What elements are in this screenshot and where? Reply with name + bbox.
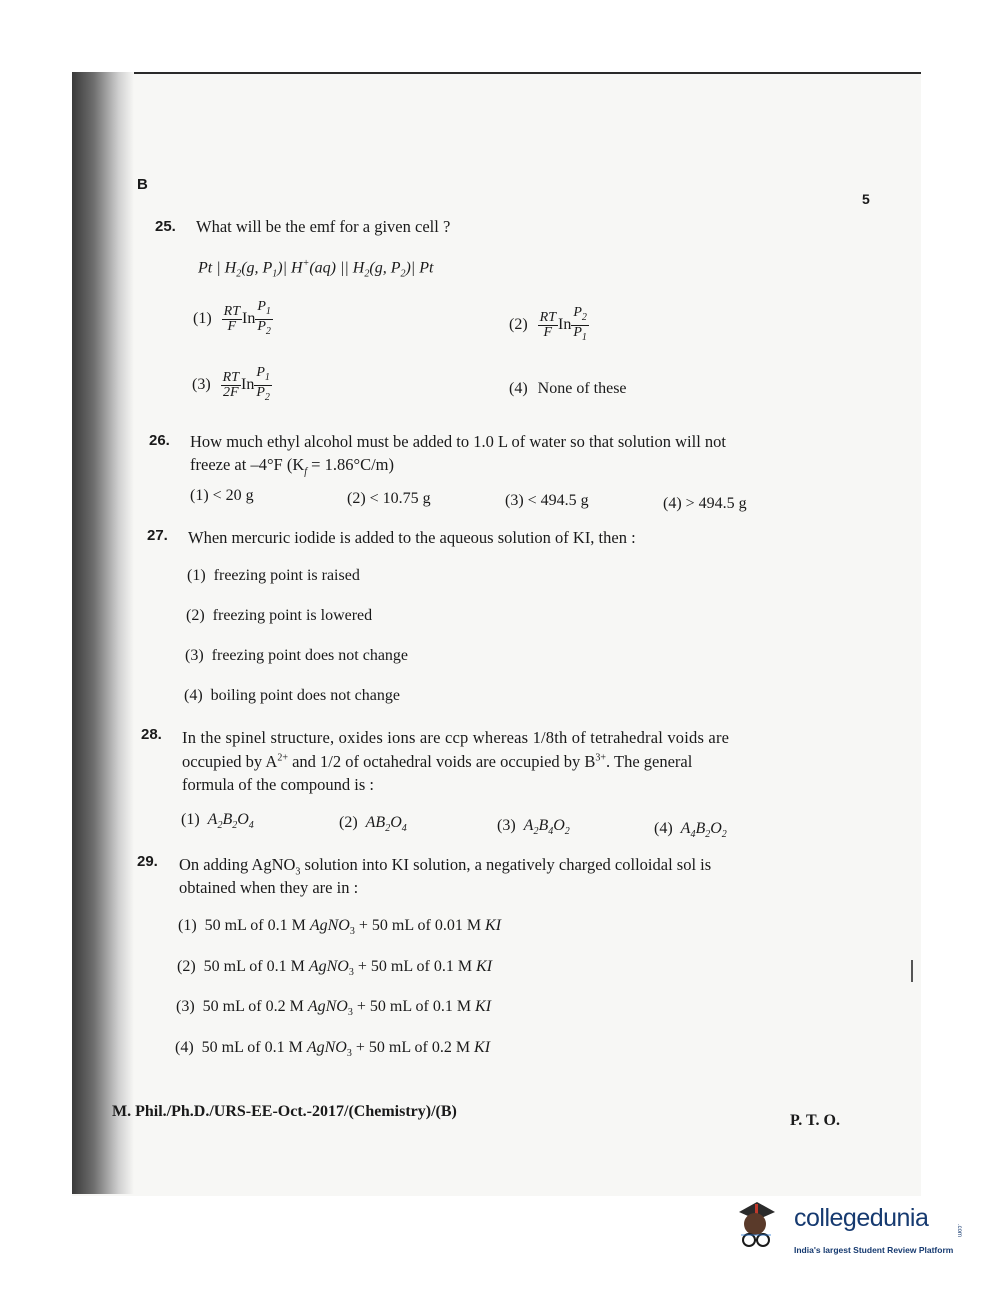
question-line-2: [182, 752, 692, 772]
scan-shadow: [72, 72, 134, 1194]
option-text: 50 mL of 0.2 M: [202, 998, 308, 1015]
question-line-2: [190, 455, 394, 477]
option-1: [190, 487, 254, 505]
option-text: + 50 mL of 0.1 M: [353, 958, 477, 975]
option-formula: KI: [475, 998, 492, 1015]
ln-text: In: [242, 309, 256, 327]
option-4: [184, 687, 400, 705]
question-number: 28.: [141, 726, 162, 743]
option-4: [663, 495, 747, 513]
line-text: and 1/2 of octahedral voids are occupied by B: [287, 752, 596, 771]
formula-part: O: [553, 817, 565, 834]
question-number: 26.: [149, 432, 170, 449]
ln-text: In: [241, 375, 255, 393]
option-1: [181, 811, 254, 831]
option-label: (4): [654, 820, 673, 837]
option-sub: 3: [349, 926, 355, 938]
option-text: 50 mL of 0.1 M: [204, 917, 310, 934]
brand-tagline: India's largest Student Review Platform: [794, 1245, 954, 1255]
question-line-3: formula of the compound is :: [182, 775, 375, 794]
option-text: < 10.75 g: [369, 490, 431, 507]
question-text: What will be the emf for a given cell ?: [196, 217, 451, 236]
option-text: freezing point is raised: [213, 567, 360, 584]
option-sub: 3: [348, 967, 354, 979]
option-label: (3): [176, 998, 195, 1015]
cell-pt-left: Pt: [198, 259, 213, 277]
a-sup: 2+: [277, 752, 288, 764]
formula-sub: 4: [690, 829, 696, 841]
option-text: None of these: [537, 380, 627, 397]
line-text: occupied by A: [182, 752, 278, 771]
option-formula: KI: [485, 917, 502, 934]
k-sub: f: [304, 466, 308, 478]
option-2: [177, 958, 492, 978]
option-formula: AgNO: [307, 998, 348, 1015]
option-label: (4): [184, 687, 203, 704]
option-label: (3): [185, 647, 204, 664]
line-sub: 3: [295, 866, 301, 878]
question-text: When mercuric iodide is added to the aqueous solution of KI, then :: [188, 528, 636, 547]
page-number: 5: [862, 191, 870, 207]
formula-part: B: [222, 811, 233, 828]
option-text: + 50 mL of 0.1 M: [352, 998, 476, 1015]
option-4: [654, 820, 727, 840]
cell-p1-sub: 1: [272, 268, 278, 280]
cell-notation: Pt | $H_2(g$, $P_1)|$ H+(aq) || $H_2(g$, $P_2)|$ Pt: [198, 258, 434, 280]
question-line-1: [179, 855, 711, 877]
cell-h2b: H: [352, 259, 365, 277]
question-number: 27.: [147, 527, 168, 544]
line-text: solution into KI solution, a negatively charged colloidal sol is: [300, 855, 712, 874]
frac-num: RT: [222, 369, 239, 385]
cell-pt-right: Pt: [419, 259, 434, 277]
option-label: (2): [177, 958, 196, 975]
option-sub: 3: [346, 1048, 352, 1060]
formula-sub: 2: [564, 826, 570, 838]
frac-den: F: [543, 324, 553, 340]
cell-g2: (g, P: [369, 259, 401, 277]
frac-num: $P_1$: [255, 300, 273, 320]
option-text: 50 mL of 0.1 M: [203, 958, 309, 975]
formula-part: A: [680, 820, 691, 837]
footer-pto: P. T. O.: [790, 1112, 840, 1129]
formula-part: B: [538, 817, 549, 834]
scanned-page: [72, 72, 921, 1196]
formula-part: AB: [365, 814, 386, 831]
option-label: (2): [347, 490, 366, 507]
option-3: [192, 366, 272, 405]
option-label: (2): [509, 315, 528, 333]
question-line-2: obtained when they are in :: [179, 878, 359, 897]
formula-sub: 2: [217, 820, 223, 832]
option-label: (2): [339, 814, 358, 831]
cell-h: H: [291, 259, 303, 277]
option-text: 50 mL of 0.1 M: [201, 1039, 307, 1056]
frac-num: $P_2$: [571, 306, 589, 326]
question-line-1: How much ethyl alcohol must be added to 1.0 L of water so that solution will not: [190, 432, 727, 451]
option-label: (3): [192, 375, 211, 393]
option-label: (4): [175, 1039, 194, 1056]
formula-sub: 4: [401, 823, 407, 835]
question-line-1: In the spinel structure, oxides ions are ccp whereas 1/8th of tetrahedral voids are: [182, 728, 730, 747]
formula-sub: 4: [248, 820, 254, 832]
formula-sub: 2: [385, 823, 391, 835]
option-3: [505, 492, 589, 510]
question-number: 29.: [137, 853, 158, 870]
option-formula: KI: [476, 958, 493, 975]
formula-sub: 4: [548, 826, 554, 838]
cell-h2: H: [224, 259, 237, 277]
frac-den: F: [227, 318, 237, 334]
option-label: (3): [505, 492, 524, 509]
b-sup: 3+: [595, 752, 607, 764]
footer-code: M. Phil./Ph.D./URS-EE-Oct.-2017/(Chemistry)/(B): [112, 1103, 457, 1120]
option-text: boiling point does not change: [210, 687, 400, 704]
option-text: freezing point does not change: [211, 647, 409, 664]
option-text: < 494.5 g: [527, 492, 589, 509]
cell-h-sup: +: [302, 258, 310, 269]
question-number: 25.: [155, 218, 176, 235]
option-3: [176, 998, 491, 1018]
formula-part: O: [237, 811, 249, 828]
formula-sub: 2: [705, 829, 711, 841]
formula-part: A: [523, 817, 534, 834]
formula-part: B: [695, 820, 706, 837]
option-label: (4): [509, 380, 528, 397]
formula-sub: 2: [533, 826, 539, 838]
frac-num: RT: [539, 309, 556, 325]
option-1: [187, 567, 360, 585]
option-label: (2): [186, 607, 205, 624]
formula-part: O: [390, 814, 402, 831]
formula-sub: 2: [232, 820, 238, 832]
option-label: (1): [193, 309, 212, 327]
option-text: > 494.5 g: [685, 495, 747, 512]
formula-sub: 2: [721, 829, 727, 841]
option-2: [339, 814, 407, 834]
option-1: [178, 917, 501, 937]
option-label: (1): [181, 811, 200, 828]
option-2: [186, 607, 372, 625]
frac-den: $P_1$: [573, 324, 587, 343]
option-3: [497, 817, 570, 837]
brand-com: .com: [956, 1224, 962, 1238]
line-text: On adding AgNO: [179, 855, 296, 874]
frac-num: RT: [223, 303, 240, 319]
scan-mark: [911, 960, 913, 982]
option-1: [193, 300, 273, 339]
option-formula: AgNO: [308, 958, 349, 975]
option-sub: 3: [347, 1007, 353, 1019]
option-label: (4): [663, 495, 682, 512]
frac-den: $P_2$: [256, 384, 270, 403]
option-label: (1): [190, 487, 209, 504]
ln-text: In: [558, 315, 572, 333]
cell-p2-sub: 2: [400, 268, 406, 280]
option-label: (3): [497, 817, 516, 834]
set-letter: B: [137, 176, 148, 193]
option-2: [347, 490, 431, 508]
option-formula: KI: [474, 1039, 491, 1056]
formula-part: A: [207, 811, 218, 828]
option-formula: AgNO: [309, 917, 350, 934]
cell-aq: (aq): [309, 259, 336, 277]
frac-den: $P_2$: [257, 318, 271, 337]
cell-g1: (g, P: [241, 259, 273, 277]
option-text: < 20 g: [212, 487, 254, 504]
frac-den: 2F: [223, 384, 239, 400]
option-text: + 50 mL of 0.01 M: [354, 917, 486, 934]
line-text: = 1.86°C/m): [307, 455, 394, 474]
option-formula: AgNO: [306, 1039, 347, 1056]
line-text: . The general: [606, 752, 693, 771]
frac-num: $P_1$: [254, 366, 272, 386]
option-3: [185, 647, 408, 665]
line-text: freeze at –4°F (K: [190, 455, 305, 474]
option-4: [509, 380, 627, 398]
option-text: freezing point is lowered: [212, 607, 373, 624]
option-4: [175, 1039, 490, 1059]
option-text: + 50 mL of 0.2 M: [351, 1039, 475, 1056]
brand-name: collegedunia: [794, 1204, 929, 1232]
option-label: (1): [178, 917, 197, 934]
option-2: [509, 306, 589, 345]
option-label: (1): [187, 567, 206, 584]
formula-part: O: [710, 820, 722, 837]
